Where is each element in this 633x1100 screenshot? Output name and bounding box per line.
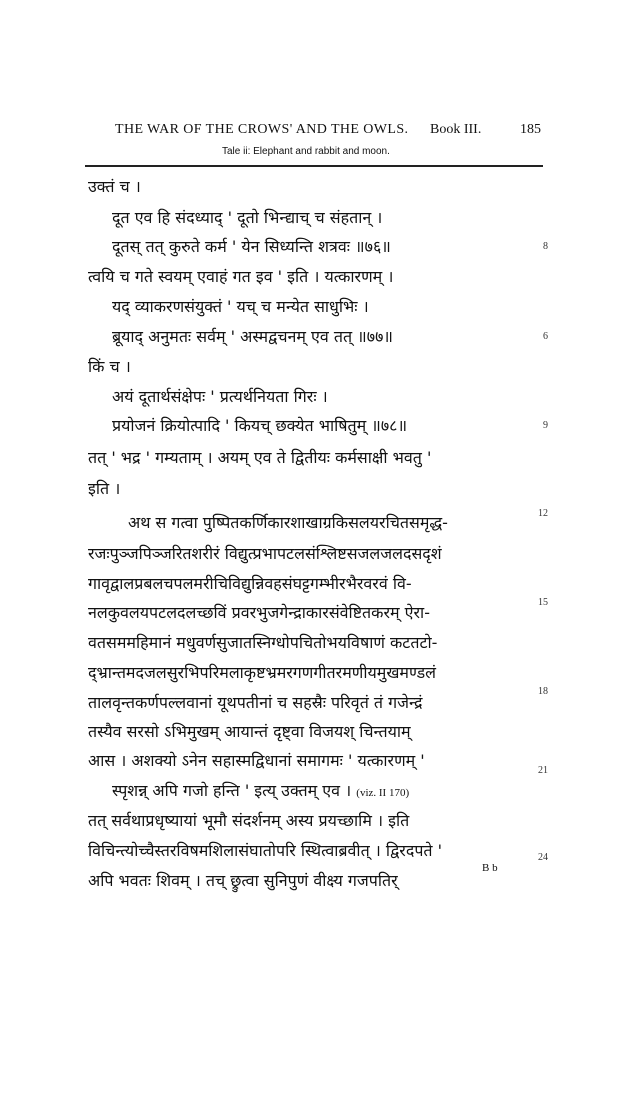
text-line: यद् व्याकरणसंयुक्तं ' यच् च मन्येत साधुभिः । [112,297,369,316]
line-number: 21 [538,765,548,776]
text-line: अयं दूतार्थसंक्षेपः ' प्रत्यर्थनियता गिरः । [112,387,328,406]
text-line: किं च । [88,357,131,376]
text-line: गावृद्वालप्रबलचपलमरीचिविद्युन्निवहसंघट्टगम्भीरभैरवरवं वि- [88,574,412,593]
text-line: अथ स गत्वा पुष्पितकर्णिकारशाखाग्रकिसलयरचितसमृद्ध- [128,513,448,532]
running-title: THE WAR OF THE CROWS' AND THE OWLS. [115,122,409,137]
text-line: द्भ्रान्तमदजलसुरभिपरिमलाकृष्टभ्रमरगणगीतरमणीयमुखमण्डलं [88,663,436,682]
verse-text: स्पृशन्न् अपि गजो हन्ति ' इत्य् उक्तम् एव । [112,781,352,800]
line-number: 18 [538,686,548,697]
text-line: विचिन्त्योच्चैस्तरविषमशिलासंघातोपरि स्थित्वाब्रवीत् । द्विरदपते ' [88,841,443,860]
line-number: 24 [538,852,548,863]
text-line: तत् सर्वथाप्रधृष्यायां भूमौ संदर्शनम् अस्य प्रयच्छामि । इति [88,811,410,830]
text-line: उक्तं च । [88,177,141,196]
line-number: 8 [543,241,548,252]
text-line: अपि भवतः शिवम् । तच् छ्रुत्वा सुनिपुणं वीक्ष्य गजपतिर् [88,871,398,890]
text-line: दूत एव हि संदध्याद् ' दूतो भिन्द्याच् च संहतान् । [112,208,383,227]
text-line: इति । [88,479,121,498]
line-number: 6 [543,331,548,342]
book-label: Book III. [430,122,482,137]
text-line: तस्यैव सरसो ऽभिमुखम् आयान्तं दृष्ट्वा विजयश् चिन्तयाम् [88,722,411,741]
inline-note: (viz. II 170) [356,787,410,799]
text-line: रजःपुञ्जपिञ्जरितशरीरं विद्युत्प्रभापटलसंश्लिष्टसजलजलदसदृशं [88,544,442,563]
text-line: वतसममहिमानं मधुवर्णसुजातस्निग्धोपचितोभयविषाणं कटतटो- [88,633,438,652]
text-line: ब्रूयाद् अनुमतः सर्वम् ' अस्मद्वचनम् एव तत् ॥७७॥ [112,327,393,346]
page-header [115,122,545,144]
page-number: 185 [520,122,541,137]
line-number: 9 [543,420,548,431]
line-number: 12 [538,508,548,519]
text-line: प्रयोजनं क्रियोत्पादि ' कियच् छक्येत भाषितुम् ॥७८॥ [112,416,408,435]
signature-mark: B b [482,862,498,874]
text-line: त्वयि च गते स्वयम् एवाहं गत इव ' इति । यत्कारणम् । [88,267,394,286]
text-line: आस । अशक्यो ऽनेन सहास्मद्विधानां समागमः ' यत्कारणम् ' [88,751,425,770]
text-line: नलकुवलयपटलदलच्छविं प्रवरभुजगेन्द्राकारसंवेष्टितकरम् ऐरा- [88,603,430,622]
text-line [112,780,409,804]
text-line: तालवृन्तकर्णपल्लवानां यूथपतीनां च सहस्रैः परिवृतं तं गजेन्द्रं [88,693,423,712]
header-rule [85,165,543,167]
line-number: 15 [538,597,548,608]
page-subtitle: Tale ii: Elephant and rabbit and moon. [222,146,390,157]
text-line: दूतस् तत् कुरुते कर्म ' येन सिध्यन्ति शत्रवः ॥७६॥ [112,237,391,256]
text-line: तत् ' भद्र ' गम्यताम् । अयम् एव ते द्वितीयः कर्मसाक्षी भवतु ' [88,448,432,467]
